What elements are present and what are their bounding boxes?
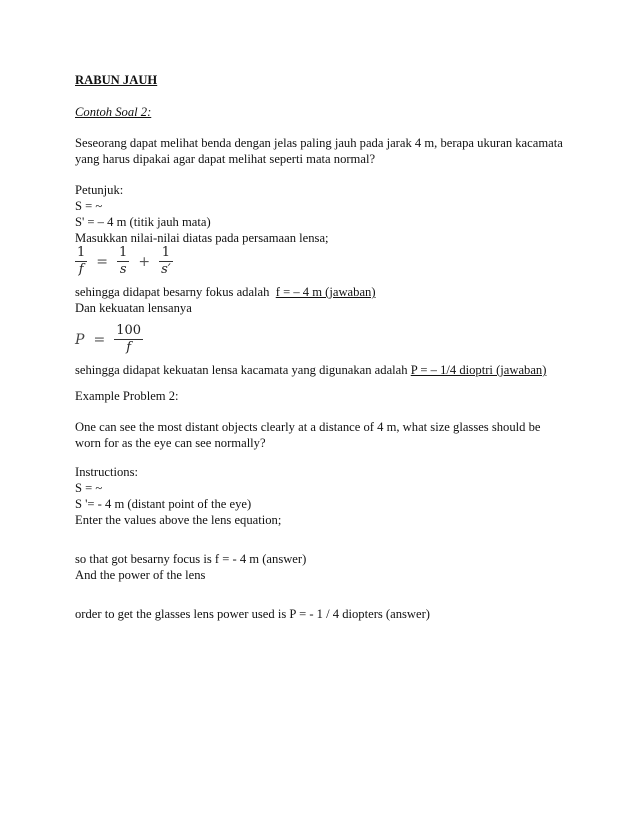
english-power-result: order to get the glasses lens power used is P = - 1 / 4 diopters (answer)	[75, 607, 430, 621]
instructions-s-prime-value: S '= - 4 m (distant point of the eye)	[75, 497, 252, 511]
lens-eq-lhs: $\frac{1}{f}$	[77, 245, 86, 277]
lens-eq-term-s-prime: $\frac{1}{s'}$	[161, 245, 171, 277]
equals-sign: =	[96, 253, 109, 270]
power-eq-equals: =	[93, 331, 106, 348]
problem-statement-id: Seseorang dapat melihat benda dengan jelas paling jauh pada jarak 4 m, berapa ukuran kacamata yang harus dipakai agar dapat melihat seperti mata normal?	[75, 136, 563, 166]
lens-equation	[75, 245, 173, 278]
hint-label: Petunjuk:	[75, 183, 124, 197]
power-eq-lhs: P	[75, 331, 85, 348]
example-heading: Contoh Soal 2:	[75, 105, 152, 119]
lens-eq-term-s: $\frac{1}{s}$	[119, 245, 128, 277]
power-equation	[75, 323, 143, 356]
problem-statement-en: One can see the most distant objects clearly at a distance of 4 m, what size glasses should be worn for as the eye can see normally?	[75, 420, 541, 450]
english-focus-result: so that got besarny focus is f = - 4 m (answer)	[75, 552, 307, 566]
hint-s-prime-value: S' = – 4 m (titik jauh mata)	[75, 215, 211, 229]
focus-result-text: sehingga didapat besarny fokus adalah	[75, 285, 270, 299]
power-answer: P = – 1/4 dioptri (jawaban)	[410, 363, 547, 377]
instructions-label: Instructions:	[75, 465, 138, 479]
power-result-text: sehingga didapat kekuatan lensa kacamata yang digunakan adalah	[75, 363, 408, 377]
instructions-text: Enter the values above the lens equation;	[75, 513, 282, 527]
focus-answer: f = – 4 m (jawaban)	[275, 285, 376, 299]
instructions-s-value: S = ~	[75, 481, 103, 495]
hint-s-value: S = ~	[75, 199, 103, 213]
hint-instruction: Masukkan nilai-nilai diatas pada persamaan lensa;	[75, 231, 329, 245]
power-result-line	[75, 362, 595, 378]
english-power-intro: And the power of the lens	[75, 568, 206, 582]
section-title: RABUN JAUH	[75, 73, 158, 87]
power-intro: Dan kekuatan lensanya	[75, 301, 192, 315]
plus-sign: +	[138, 253, 151, 270]
focus-result-line	[75, 284, 575, 300]
power-eq-fraction: $\frac{100}{f}$	[116, 323, 142, 355]
english-heading: Example Problem 2:	[75, 389, 179, 403]
